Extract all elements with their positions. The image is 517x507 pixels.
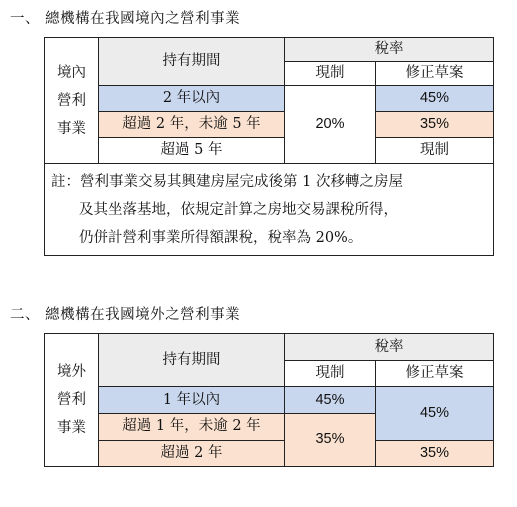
current-rate-row-1: 45%: [285, 387, 376, 413]
current-header: 現制: [285, 361, 376, 387]
note: [45, 164, 494, 256]
current-header: 現制: [285, 62, 376, 86]
holding-period-header: 持有期間: [99, 334, 285, 387]
current-rate: 20%: [285, 86, 376, 164]
category-line-3: 事業: [57, 420, 86, 436]
draft-header: 修正草案: [376, 361, 494, 387]
section1-heading: 一、 總機構在我國境內之營利事業: [10, 11, 241, 27]
current-rate-merged: 35%: [285, 413, 376, 466]
period-row-1: 1 年以內: [99, 387, 285, 413]
period-row-3: 超過 5 年: [99, 138, 285, 164]
note-line-2: 及其坐落基地，依規定計算之房地交易課稅所得，: [79, 202, 398, 218]
category-foreign: [45, 334, 99, 467]
draft-rate-merged: 45%: [376, 387, 494, 440]
section2-table: [44, 333, 494, 467]
section1-table: [44, 37, 494, 256]
section2-heading: 二、 總機構在我國境外之營利事業: [10, 307, 241, 323]
period-row-2: 超過 1 年，未逾 2 年: [99, 413, 285, 440]
note-line-3: 仍併計營利事業所得額課稅，稅率為 20%。: [79, 230, 363, 246]
holding-period-header: 持有期間: [99, 38, 285, 86]
note-line-1: 註：營利事業交易其興建房屋完成後第 1 次移轉之房屋: [51, 174, 403, 190]
draft-rate-row-2: 35%: [376, 112, 494, 138]
period-row-1: 2 年以內: [99, 86, 285, 112]
tax-rate-header: 稅率: [285, 334, 494, 361]
draft-rate-row-3: 現制: [376, 138, 494, 164]
category-line-3: 事業: [57, 120, 86, 137]
category-line-1: 境外: [57, 364, 86, 380]
category-line-2: 營利: [57, 392, 86, 408]
period-row-3: 超過 2 年: [99, 440, 285, 466]
draft-rate-row-3: 35%: [376, 440, 494, 466]
period-row-2: 超過 2 年，未逾 5 年: [99, 112, 285, 138]
draft-rate-row-1: 45%: [376, 86, 494, 112]
draft-header: 修正草案: [376, 62, 494, 86]
category-domestic: [45, 38, 99, 164]
tax-rate-header: 稅率: [285, 38, 494, 62]
category-line-2: 營利: [57, 92, 86, 109]
category-line-1: 境內: [57, 64, 86, 81]
